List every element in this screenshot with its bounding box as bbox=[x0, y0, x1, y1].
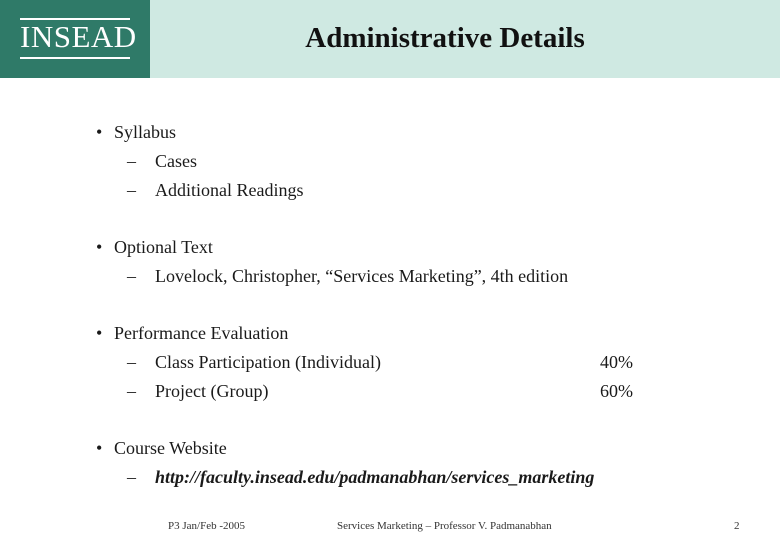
footer-date: P3 Jan/Feb -2005 bbox=[168, 520, 245, 532]
sub-item-label: Class Participation (Individual) bbox=[155, 352, 381, 372]
dash-marker: – bbox=[127, 180, 136, 200]
sub-item-label: Project (Group) bbox=[155, 381, 269, 401]
bullet-marker: • bbox=[96, 323, 103, 343]
bullet-label: Syllabus bbox=[114, 122, 177, 142]
bullet-marker: • bbox=[96, 237, 103, 257]
dash-marker: – bbox=[127, 467, 136, 487]
sub-item-label: Lovelock, Christopher, “Services Marketing”, 4th edition bbox=[155, 266, 569, 286]
bullet-label: Optional Text bbox=[114, 237, 213, 257]
slide-body bbox=[96, 118, 736, 492]
weight-value: 60% bbox=[600, 381, 633, 401]
bullet-marker: • bbox=[96, 438, 103, 458]
bullet-label: Performance Evaluation bbox=[114, 323, 289, 343]
dash-marker: – bbox=[127, 266, 136, 286]
logo-bottom-rule bbox=[20, 57, 130, 59]
footer-page-number: 2 bbox=[734, 520, 740, 532]
dash-marker: – bbox=[127, 151, 136, 171]
sub-item-website-url bbox=[96, 463, 736, 492]
bullet-syllabus bbox=[96, 118, 736, 147]
dash-marker: – bbox=[127, 381, 136, 401]
sub-item-cases bbox=[96, 147, 736, 176]
insead-logo bbox=[0, 0, 150, 78]
bullet-marker: • bbox=[96, 122, 103, 142]
slide-title: Administrative Details bbox=[305, 22, 585, 54]
sub-item-label: Additional Readings bbox=[155, 180, 304, 200]
bullet-optional-text bbox=[96, 233, 736, 262]
sub-item-project bbox=[96, 377, 736, 406]
bullet-course-website bbox=[96, 434, 736, 463]
website-link[interactable]: http://faculty.insead.edu/padmanabhan/services_marketing bbox=[155, 467, 595, 487]
sub-item-additional-readings bbox=[96, 176, 736, 205]
bullet-performance-evaluation bbox=[96, 319, 736, 348]
sub-item-class-participation bbox=[96, 348, 736, 377]
title-banner bbox=[0, 0, 780, 78]
sub-item-label: Cases bbox=[155, 151, 197, 171]
bullet-label: Course Website bbox=[114, 438, 227, 458]
weight-value: 40% bbox=[600, 352, 633, 372]
logo-text: INSEAD bbox=[20, 19, 137, 54]
sub-item-textbook bbox=[96, 262, 736, 291]
footer-course: Services Marketing – Professor V. Padmanabhan bbox=[337, 520, 552, 532]
dash-marker: – bbox=[127, 352, 136, 372]
